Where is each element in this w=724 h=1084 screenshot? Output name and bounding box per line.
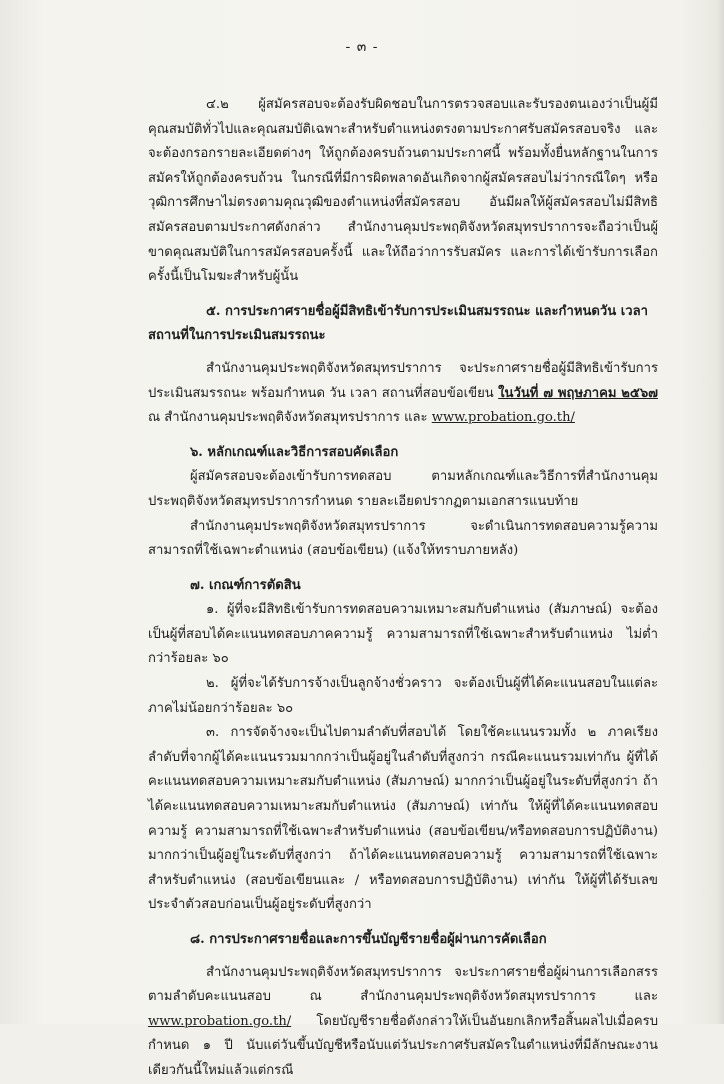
section-8-text-before: สำนักงานคุมประพฤติจังหวัดสมุทรปราการ จะประกาศรายชื่อผู้ผ่านการเลือกสรรตามลำดับคะแนนสอบ ณ สำนักงานคุมประพฤติจังหวัดสมุทรปราการ และ: [148, 964, 658, 1005]
section-5-heading: ๕. การประกาศรายชื่อผู้มีสิทธิเข้ารับการประเมินสมรรถนะ และกำหนดวัน เวลาสถานที่ในการประเมินสมรรถนะ: [148, 303, 648, 344]
page-number: - ๓ -: [345, 39, 379, 55]
section-8-text-after: โดยบัญชีรายชื่อดังกล่าวให้เป็นอันยกเลิกหรือสิ้นผลไปเมื่อครบกำหนด ๑ ปี นับแต่วันขึ้นบัญชีหรือนับแต่วันประกาศรับสมัครในตำแหน่งที่มีลักษณะงานเดียวกันนี้ใหม่แล้วแต่กรณี: [148, 1013, 658, 1078]
section-7-item-3: ๓. การจัดจ้างจะเป็นไปตามลำดับที่สอบได้ โดยใช้คะแนนรวมทั้ง ๒ ภาคเรียงลำดับที่จากผู้ได้คะแนนรวมมากกว่าเป็นผู้อยู่ในลำดับที่สูงกว่า กรณีคะแนนรวมเท่ากัน ผู้ที่ได้คะแนนทดสอบความเหมาะสมกับตำแหน่ง (สัมภาษณ์) มากกว่าเป็นผู้อยู่ในระดับที่สูงกว่า ถ้าได้คะแนนทดสอบความเหมาะสมกับตำแหน่ง (สัมภาษณ์) เท่ากัน ให้ผู้ที่ได้คะแนนทดสอบความรู้ ความสามารถที่ใช้เฉพาะสำหรับตำแหน่ง (สอบข้อเขียน/หรือทดสอบการปฏิบัติงาน) มากกว่าเป็นผู้อยู่ในระดับที่สูงกว่า ถ้าได้คะแนนทดสอบความรู้ ความสามารถที่ใช้เฉพาะสำหรับตำแหน่ง (สอบข้อเขียนและ / หรือทดสอบการปฏิบัติงาน) เท่ากัน ให้ผู้ที่ได้รับเลขประจำตัวสอบก่อนเป็นผู้อยู่ระดับที่สูงกว่า: [148, 725, 658, 913]
section-5-paragraph: [148, 357, 658, 431]
section-4-2-paragraph: ๔.๒ ผู้สมัครสอบจะต้องรับผิดชอบในการตรวจสอบและรับรองตนเองว่าเป็นผู้มีคุณสมบัติทั่วไปและคุณสมบัติเฉพาะสำหรับตำแหน่งตรงตามประกาศรับสมัครสอบจริง และจะต้องกรอกรายละเอียดต่างๆ ให้ถูกต้องครบถ้วนตามประกาศนี้ พร้อมทั้งยื่นหลักฐานในการสมัครให้ถูกต้องครบถ้วน ในกรณีที่มีการผิดพลาดอันเกิดจากผู้สมัครสอบไม่ว่ากรณีใดๆ หรือวุฒิการศึกษาไม่ตรงตามคุณวุฒิของตำแหน่งที่สมัครสอบ อันมีผลให้ผู้สมัครสอบไม่มีสิทธิสมัครสอบตามประกาศดังกล่าว สำนักงานคุมประพฤติจังหวัดสมุทรปราการจะถือว่าเป็นผู้ขาดคุณสมบัติในการสมัครสอบครั้งนี้ และให้ถือว่าการรับสมัคร และการได้เข้ารับการเลือกครั้งนี้เป็นโมฆะสำหรับผู้นั้น: [148, 97, 658, 285]
section-6-heading: ๖. หลักเกณฑ์และวิธีการสอบคัดเลือก: [190, 444, 399, 460]
section-6-paragraph-2: สำนักงานคุมประพฤติจังหวัดสมุทรปราการ จะดำเนินการทดสอบความรู้ความสามารถที่ใช้เฉพาะตำแหน่ง (สอบข้อเขียน) (แจ้งให้ทราบภายหลัง): [148, 518, 658, 559]
page-edge-shadow: [716, 0, 724, 1024]
probation-website-link-2[interactable]: www.probation.go.th/: [148, 1013, 292, 1029]
section-8-paragraph: [148, 961, 658, 1084]
probation-website-link[interactable]: www.probation.go.th/: [431, 410, 575, 426]
section-7-item-2: ๒. ผู้ที่จะได้รับการจ้างเป็นลูกจ้างชั่วคราว จะต้องเป็นผู้ที่ได้คะแนนสอบในแต่ละภาคไม่น้อยกว่าร้อยละ ๖๐: [148, 676, 658, 716]
section-6-paragraph-1: ผู้สมัครสอบจะต้องเข้ารับการทดสอบ ตามหลักเกณฑ์และวิธีการที่สำนักงานคุมประพฤติจังหวัดสมุทรปราการกำหนด รายละเอียดปรากฏตามเอกสารแนบท้าย: [148, 469, 658, 509]
section-7-heading: ๗. เกณฑ์การตัดสิน: [190, 577, 301, 593]
section-7-item-1: ๑. ผู้ที่จะมีสิทธิเข้ารับการทดสอบความเหมาะสมกับตำแหน่ง (สัมภาษณ์) จะต้องเป็นผู้ที่สอบได้คะแนนทดสอบภาคความรู้ ความสามารถที่ใช้เฉพาะสำหรับตำแหน่ง ไม่ต่ำกว่าร้อยละ ๖๐: [148, 602, 658, 667]
announcement-date: ในวันที่ ๗ พฤษภาคม ๒๕๖๗: [498, 385, 659, 401]
document-body: [148, 93, 658, 1084]
section-5-text-middle: ณ สำนักงานคุมประพฤติจังหวัดสมุทรปราการ และ: [148, 410, 432, 426]
section-5-text-before: สำนักงานคุมประพฤติจังหวัดสมุทรปราการ จะประกาศรายชื่อผู้มีสิทธิเข้ารับการประเมินสมรรถนะ พร้อมกำหนด วัน เวลา สถานที่สอบข้อเขียน: [148, 360, 658, 401]
section-8-heading: ๘. การประกาศรายชื่อและการขึ้นบัญชีรายชื่อผู้ผ่านการคัดเลือก: [190, 932, 547, 947]
